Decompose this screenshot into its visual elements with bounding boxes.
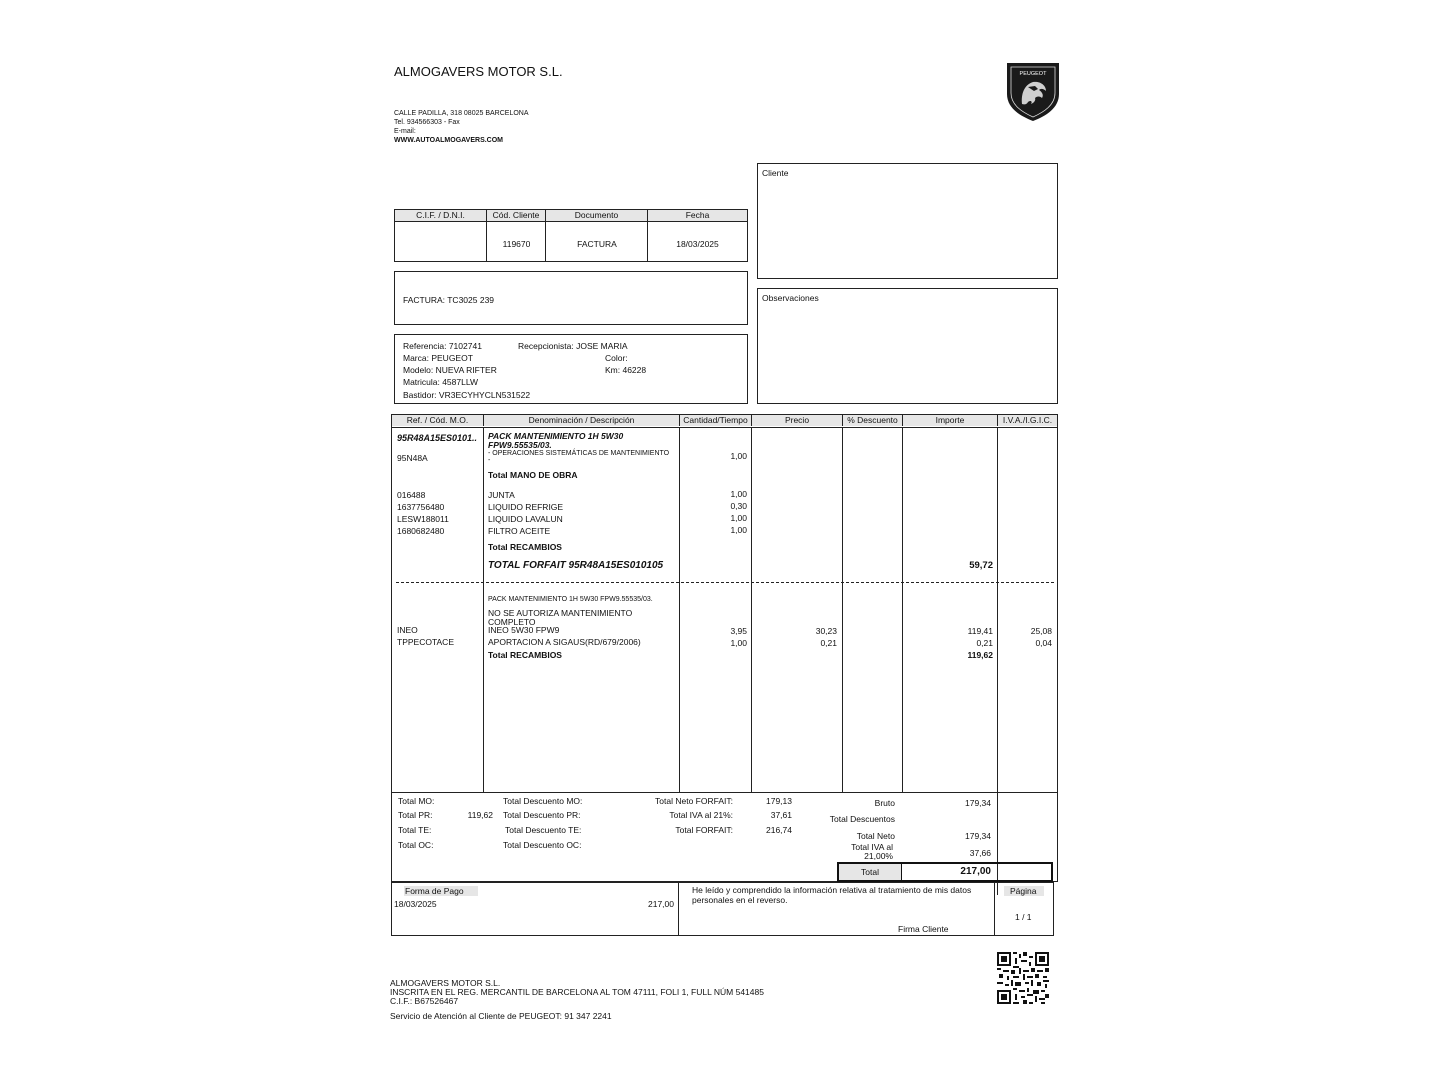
net-forfait-value: 179,13 [766, 796, 792, 806]
item-ref: INEO [397, 625, 418, 635]
total-parts-2-amount: 119,62 [967, 650, 993, 660]
net-total-label: Total Neto [856, 831, 895, 841]
total-vat-label-1: Total IVA al [851, 842, 893, 852]
part-qty: 1,00 [730, 513, 747, 523]
payment-date: 18/03/2025 [394, 899, 437, 909]
ref-header: Ref. / Cód. M.O. [392, 415, 484, 426]
total-parts-2: Total RECAMBIOS [488, 650, 562, 660]
part-ref: 1637756480 [397, 502, 445, 512]
op-ref: 95N48A [397, 453, 428, 463]
vat-header: I.V.A./I.G.I.C. [998, 415, 1057, 426]
gross-value: 179,34 [965, 798, 991, 808]
discount-oc-label: Total Descuento OC: [503, 840, 582, 850]
quantity-header: Cantidad/Tiempo [680, 415, 752, 426]
pack2-description: PACK MANTENIMIENTO 1H 5W30 FPW9.55535/03. [488, 596, 653, 603]
item-price: 30,23 [815, 626, 837, 636]
payment-method-label: Forma de Pago [405, 886, 464, 896]
op-description: - OPERACIONES SISTEMÁTICAS DE MANTENIMIENTO [488, 450, 670, 457]
total-forfait-amount: 59,72 [969, 560, 993, 571]
vehicle-reference: Referencia: 7102741 [403, 341, 482, 351]
net-total-value: 179,34 [965, 831, 991, 841]
op-description-cont: - [488, 457, 491, 464]
company-phone: Tel. 934566303 - Fax [394, 119, 460, 126]
item-qty: 1,00 [730, 638, 747, 648]
client-box [757, 163, 1058, 279]
total-vat-label-2: 21,00% [864, 851, 893, 861]
client-signature-label: Firma Cliente [898, 924, 949, 934]
item-vat: 25,08 [1030, 626, 1052, 636]
company-email: E-mail: [394, 128, 416, 135]
total-vat-value: 37,66 [969, 848, 991, 858]
vehicle-km: Km: 46228 [605, 365, 647, 375]
peugeot-logo [1004, 60, 1062, 122]
pack-title-1: PACK MANTENIMIENTO 1H 5W30 [488, 431, 624, 441]
total-parts-1: Total RECAMBIOS [488, 542, 562, 552]
invoice-number: FACTURA: TC3025 239 [403, 295, 495, 305]
page-label: Página [1010, 886, 1037, 896]
total-oc-label: Total OC: [398, 840, 434, 850]
document-value: FACTURA [577, 239, 617, 249]
part-ref: 016488 [397, 490, 426, 500]
total-te-label: Total TE: [398, 825, 432, 835]
observations-label: Observaciones [762, 293, 819, 303]
vehicle-color: Color: [605, 353, 628, 363]
date-value: 18/03/2025 [676, 239, 719, 249]
gross-label: Bruto [874, 798, 895, 808]
document-info-table [394, 209, 748, 262]
client-code-value: 119670 [502, 239, 531, 249]
vehicle-brand: Marca: PEUGEOT [403, 353, 473, 363]
note-line-1: NO SE AUTORIZA MANTENIMIENTO [488, 608, 633, 618]
footer-cif: C.I.F.: B67526467 [390, 996, 459, 1006]
privacy-text-2: personales en el reverso. [692, 895, 788, 905]
total-discounts-label: Total Descuentos [829, 814, 895, 824]
part-qty: 0,30 [730, 501, 747, 511]
total-forfait-sum-value: 216,74 [766, 825, 792, 835]
part-qty: 1,00 [730, 525, 747, 535]
item-amount: 0,21 [976, 638, 993, 648]
total-mo-label: Total MO: [398, 796, 435, 806]
op-qty: 1,00 [730, 451, 747, 461]
total-forfait-label: TOTAL FORFAIT 95R48A15ES010105 [488, 560, 664, 571]
grand-total-box [837, 862, 1053, 882]
footer-customer-service: Servicio de Atención al Cliente de PEUGEOT: 91 347 2241 [390, 1011, 612, 1021]
cif-header: C.I.F. / D.N.I. [395, 210, 487, 221]
document-header: Documento [546, 210, 648, 221]
item-desc: APORTACION A SIGAUS(RD/679/2006) [488, 637, 641, 647]
total-pr-value: 119,62 [467, 810, 493, 820]
invoice-number-box [394, 271, 748, 325]
vehicle-plate: Matricula: 4587LLW [403, 377, 478, 387]
item-vat: 0,04 [1035, 638, 1052, 648]
net-forfait-label: Total Neto FORFAIT: [655, 796, 733, 806]
footer-registry: INSCRITA EN EL REG. MERCANTIL DE BARCELONA AL TOM 47111, FOLI 1, FULL NÚM 541485 [390, 987, 764, 997]
pack-ref: 95R48A15ES0101.. [397, 433, 478, 443]
vehicle-vin: Bastidor: VR3ECYHYCLN531522 [403, 390, 531, 400]
payment-amount: 217,00 [648, 899, 674, 909]
privacy-text-1: He leído y comprendido la información relativa al tratamiento de mis datos [692, 885, 972, 895]
vat-21-value: 37,61 [770, 810, 792, 820]
part-desc: FILTRO ACEITE [488, 526, 551, 536]
vehicle-box [394, 334, 748, 404]
total-labour: Total MANO DE OBRA [488, 470, 578, 480]
date-header: Fecha [648, 210, 747, 221]
client-label: Cliente [762, 168, 789, 178]
note-line-2: COMPLETO [488, 617, 536, 627]
part-desc: JUNTA [488, 490, 515, 500]
part-desc: LIQUIDO LAVALUN [488, 514, 563, 524]
item-desc: INEO 5W30 FPW9 [488, 625, 560, 635]
item-qty: 3,95 [730, 626, 747, 636]
vehicle-model: Modelo: NUEVA RIFTER [403, 365, 497, 375]
company-address: CALLE PADILLA, 318 08025 BARCELONA [394, 110, 529, 117]
part-qty: 1,00 [730, 489, 747, 499]
client-code-header: Cód. Cliente [487, 210, 546, 221]
item-price: 0,21 [820, 638, 837, 648]
description-header: Denominación / Descripción [484, 415, 680, 426]
vehicle-receptionist: Recepcionista: JOSE MARIA [518, 341, 628, 351]
observations-box [757, 288, 1058, 404]
item-ref: TPPECOTACE [397, 637, 454, 647]
footer-company: ALMOGAVERS MOTOR S.L. [390, 978, 501, 988]
item-amount: 119,41 [967, 626, 993, 636]
discount-header: % Descuento [843, 415, 903, 426]
grand-total-label: Total [861, 867, 879, 877]
logo-text: PEUGEOT [1019, 71, 1047, 77]
company-name: ALMOGAVERS MOTOR S.L. [394, 64, 563, 79]
discount-pr-label: Total Descuento PR: [503, 810, 581, 820]
pack-title-2: FPW9.55535/03. [488, 440, 552, 450]
part-ref: LESW188011 [397, 514, 449, 524]
total-pr-label: Total PR: [398, 810, 433, 820]
amount-header: Importe [903, 415, 998, 426]
vat-21-label: Total IVA al 21%: [669, 810, 733, 820]
grand-total-value: 217,00 [960, 866, 991, 877]
discount-te-label: Total Descuento TE: [505, 825, 582, 835]
total-forfait-sum-label: Total FORFAIT: [675, 825, 733, 835]
price-header: Precio [752, 415, 843, 426]
part-desc: LIQUIDO REFRIGE [488, 502, 564, 512]
company-web: WWW.AUTOALMOGAVERS.COM [394, 137, 504, 144]
discount-mo-label: Total Descuento MO: [503, 796, 583, 806]
page-number: 1 / 1 [1015, 912, 1032, 922]
part-ref: 1680682480 [397, 526, 445, 536]
qr-code [997, 952, 1049, 1004]
